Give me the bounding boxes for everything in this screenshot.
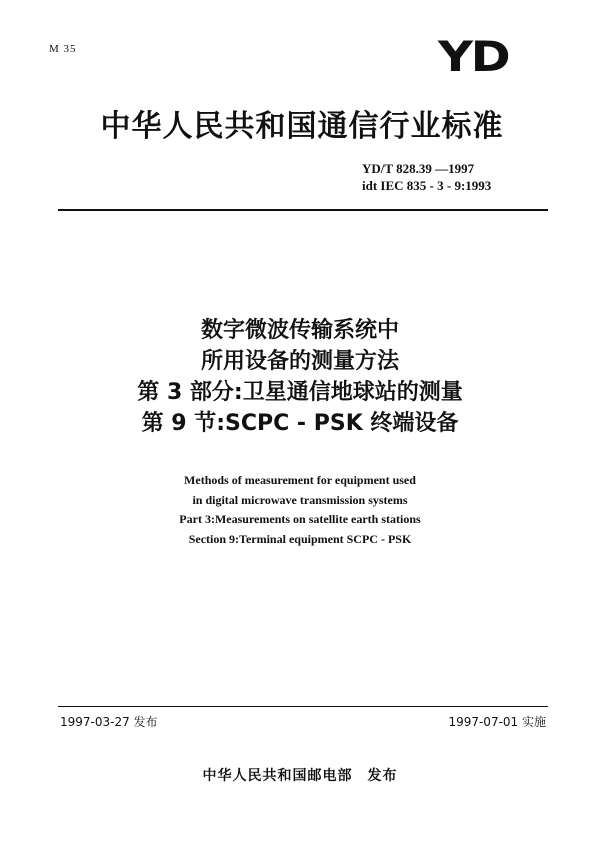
classification-code: M 35 bbox=[49, 43, 77, 55]
chinese-title-line-1: 数字微波传输系统中 bbox=[200, 318, 399, 343]
header-divider bbox=[58, 209, 548, 211]
standard-code-block bbox=[362, 160, 491, 194]
issue-date: 1997-03-27 发布 bbox=[60, 715, 158, 729]
chinese-title-line-2: 所用设备的测量方法 bbox=[200, 349, 399, 374]
chinese-title-line-3: 第 3 部分:卫星通信地球站的测量 bbox=[137, 380, 463, 405]
standard-number: YD/T 828.39 —1997 bbox=[362, 161, 475, 176]
footer-divider bbox=[58, 706, 548, 707]
chinese-title-line-4: 第 9 节:SCPC - PSK 终端设备 bbox=[141, 411, 459, 436]
organization-title: 中华人民共和国通信行业标准 bbox=[100, 109, 504, 144]
english-title-line-1: Methods of measurement for equipment used bbox=[184, 473, 416, 487]
english-title-line-4: Section 9:Terminal equipment SCPC - PSK bbox=[188, 531, 412, 546]
chinese-title bbox=[60, 315, 540, 439]
english-title bbox=[60, 471, 540, 549]
english-title-line-3: Part 3:Measurements on satellite earth stations bbox=[179, 512, 421, 526]
publisher: 中华人民共和国邮电部 发布 bbox=[202, 768, 398, 784]
yd-logo: YD bbox=[438, 32, 509, 81]
standard-equivalence: idt IEC 835 - 3 - 9:1993 bbox=[362, 178, 492, 193]
implementation-date: 1997-07-01 实施 bbox=[448, 715, 546, 729]
english-title-line-2: in digital microwave transmission systems bbox=[192, 492, 408, 507]
